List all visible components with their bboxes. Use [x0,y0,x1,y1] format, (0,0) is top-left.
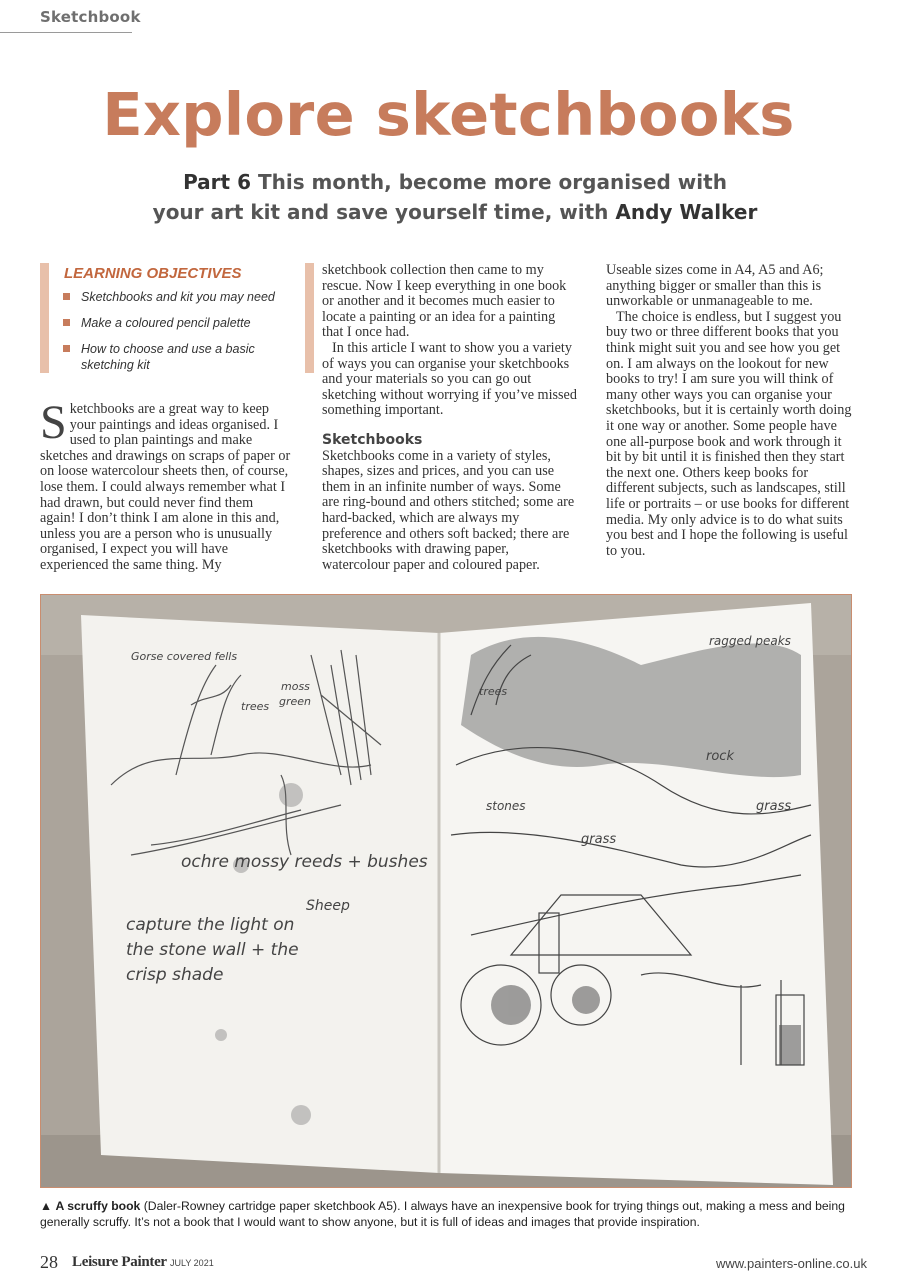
column-2 [322,263,580,573]
objective-item-1: Sketchbooks and kit you may need [81,290,275,304]
photo-caption [40,1198,855,1230]
col2-paragraph-2: In this article I want to show you a variety of ways you can organise your sketchbooks and your materials so you can go out sketching without worrying if you’ve missed something important. [322,339,577,419]
note-capture-1: capture the light on [126,915,295,935]
note-sheep: Sheep [306,898,350,914]
note-ochre: ochre mossy reeds + bushes [181,852,428,872]
note-capture-2: the stone wall + the [126,940,299,960]
note-moss: moss [281,680,310,693]
intro-body: ketchbooks are a great way to keep your paintings and ideas organised. I used to plan paintings and make sketches and drawings on scraps of paper or on loose watercolour sheets then, of course, lose them. I could always remember what I had drawn, but could never find them again! I don’t think I am alone in this and, unless you are a person who is unusually organised, I expect you will have experienced the same thing. My [40,401,291,573]
objective-item-3-cont: sketching kit [81,358,150,372]
note-rock: rock [706,749,734,764]
section-label: Sketchbook [40,8,141,26]
col2-paragraph-1: sketchbook collection then came to my rescue. Now I keep everything in one book or another and it becomes much easier to locate a painting or an idea for a painting that I once had. [322,262,567,341]
sketchbook-photo [40,594,852,1188]
dropcap: S [40,396,67,449]
note-capture-3: crisp shade [126,965,224,985]
note-green: green [279,695,312,708]
part-label: Part 6 [183,170,251,194]
col3-paragraph-1: Useable sizes come in A4, A5 and A6; anything bigger or smaller than this is unworkable or unmanageable to me. [606,262,824,310]
caption-marker: ▲ [40,1199,53,1213]
section-tag [0,0,141,33]
issue-date: JULY 2021 [170,1258,214,1268]
standfirst-line-2: your art kit and save yourself time, with [152,200,609,224]
col2-paragraph-3: Sketchbooks come in a variety of styles, shapes, sizes and prices, and you can use them in an infinite number of ways. Some are ring-bound and others stitched; some are hard-backed, which are always my preference and others soft backed; there are sketchbooks with drawing paper, watercolour paper and coloured paper. [322,447,575,573]
standfirst-line-1: This month, become more organised with [257,170,727,194]
objective-item-3: How to choose and use a basic [81,342,255,356]
note-stones: stones [486,799,526,813]
note-gorse: Gorse covered fells [131,650,238,663]
learning-objectives-heading: LEARNING OBJECTIVES [64,265,242,282]
objective-item-2: Make a coloured pencil palette [81,316,251,330]
note-grass-2: grass [581,832,617,847]
caption-title: A scruffy book [55,1199,141,1213]
bullet-icon [63,319,70,326]
note-grass-1: grass [756,799,792,814]
magazine-logo: Leisure Painter [72,1254,167,1270]
author-name: Andy Walker [615,200,758,224]
bullet-icon [63,345,70,352]
note-trees-right: trees [479,685,508,698]
caption-text: (Daler-Rowney cartridge paper sketchbook A5). I always have an inexpensive book for trying things out, making a mess and being generally scruffy. It’s not a book that I would want to show anyone, but it is full of ideas and images that provide inspiration. [40,1199,845,1229]
note-ragged: ragged peaks [709,634,791,648]
article-title: Explore sketchbooks [102,80,795,149]
sketchbook-illustration [41,595,851,1187]
note-trees-left: trees [241,700,270,713]
col3-paragraph-2: The choice is endless, but I suggest you buy two or three different books that you think might suit you and see how you get on. I am always on the lookout for new books to try! I am sure you will think of many other ways you can organise your sketchbooks, but it is certainly worth doing it one way or another. Some people have one all-purpose book and work through it bit by bit until it is finished then they start the next one. Others keep books for different subjects, such as landscapes, still life or portraits – or use books for different media. My only advice is to do what suits you best and I hope the following is useful to you. [606,308,852,559]
column-3 [606,263,852,559]
sketchbooks-heading: Sketchbooks [322,431,423,448]
bullet-icon [63,293,70,300]
intro-text [40,396,292,574]
page-number: 28 [40,1252,58,1272]
article-subtitle [60,167,850,227]
website-url: www.painters-online.co.uk [715,1256,867,1271]
